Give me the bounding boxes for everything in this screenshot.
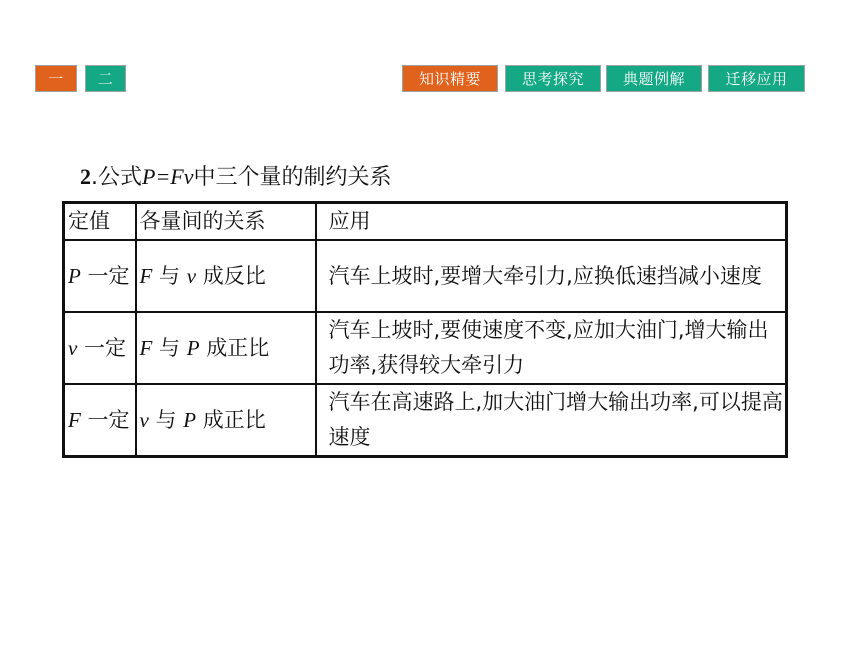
- cell-fixed-value: v 一定: [64, 312, 136, 384]
- header-relation: 各量间的关系: [136, 203, 316, 241]
- header-application: 应用: [316, 203, 787, 241]
- heading-suffix: 中三个量的制约关系: [193, 165, 392, 190]
- heading-formula: P=Fv: [142, 164, 194, 189]
- cell-relation: F 与 P 成正比: [136, 312, 316, 384]
- cell-fixed-value: P 一定: [64, 240, 136, 312]
- section-tab-2[interactable]: 二: [85, 65, 126, 92]
- header-fixed-value: 定值: [64, 203, 136, 241]
- heading-number: 2: [80, 164, 91, 189]
- cell-application: 汽车上坡时,要增大牵引力,应换低速挡减小速度: [316, 240, 787, 312]
- nav-tab-application[interactable]: 迁移应用: [708, 65, 805, 92]
- cell-relation: F 与 v 成反比: [136, 240, 316, 312]
- table-row: [64, 312, 787, 384]
- table-row: [64, 384, 787, 457]
- nav-tab-knowledge[interactable]: 知识精要: [402, 65, 498, 92]
- cell-fixed-value: F 一定: [64, 384, 136, 457]
- cell-application: 汽车上坡时,要使速度不变,应加大油门,增大输出功率,获得较大牵引力: [316, 312, 787, 384]
- section-tab-1[interactable]: 一: [35, 65, 77, 92]
- section-heading: [80, 160, 392, 191]
- nav-tab-examples[interactable]: 典题例解: [606, 65, 702, 92]
- cell-application: 汽车在高速路上,加大油门增大输出功率,可以提高速度: [316, 384, 787, 457]
- cell-relation: v 与 P 成正比: [136, 384, 316, 457]
- heading-prefix: 公式: [98, 165, 143, 190]
- table-row: [64, 240, 787, 312]
- table-header-row: [64, 203, 787, 241]
- nav-tab-thinking[interactable]: 思考探究: [505, 65, 601, 92]
- relation-table: [62, 201, 788, 458]
- heading-dot: .: [91, 165, 98, 190]
